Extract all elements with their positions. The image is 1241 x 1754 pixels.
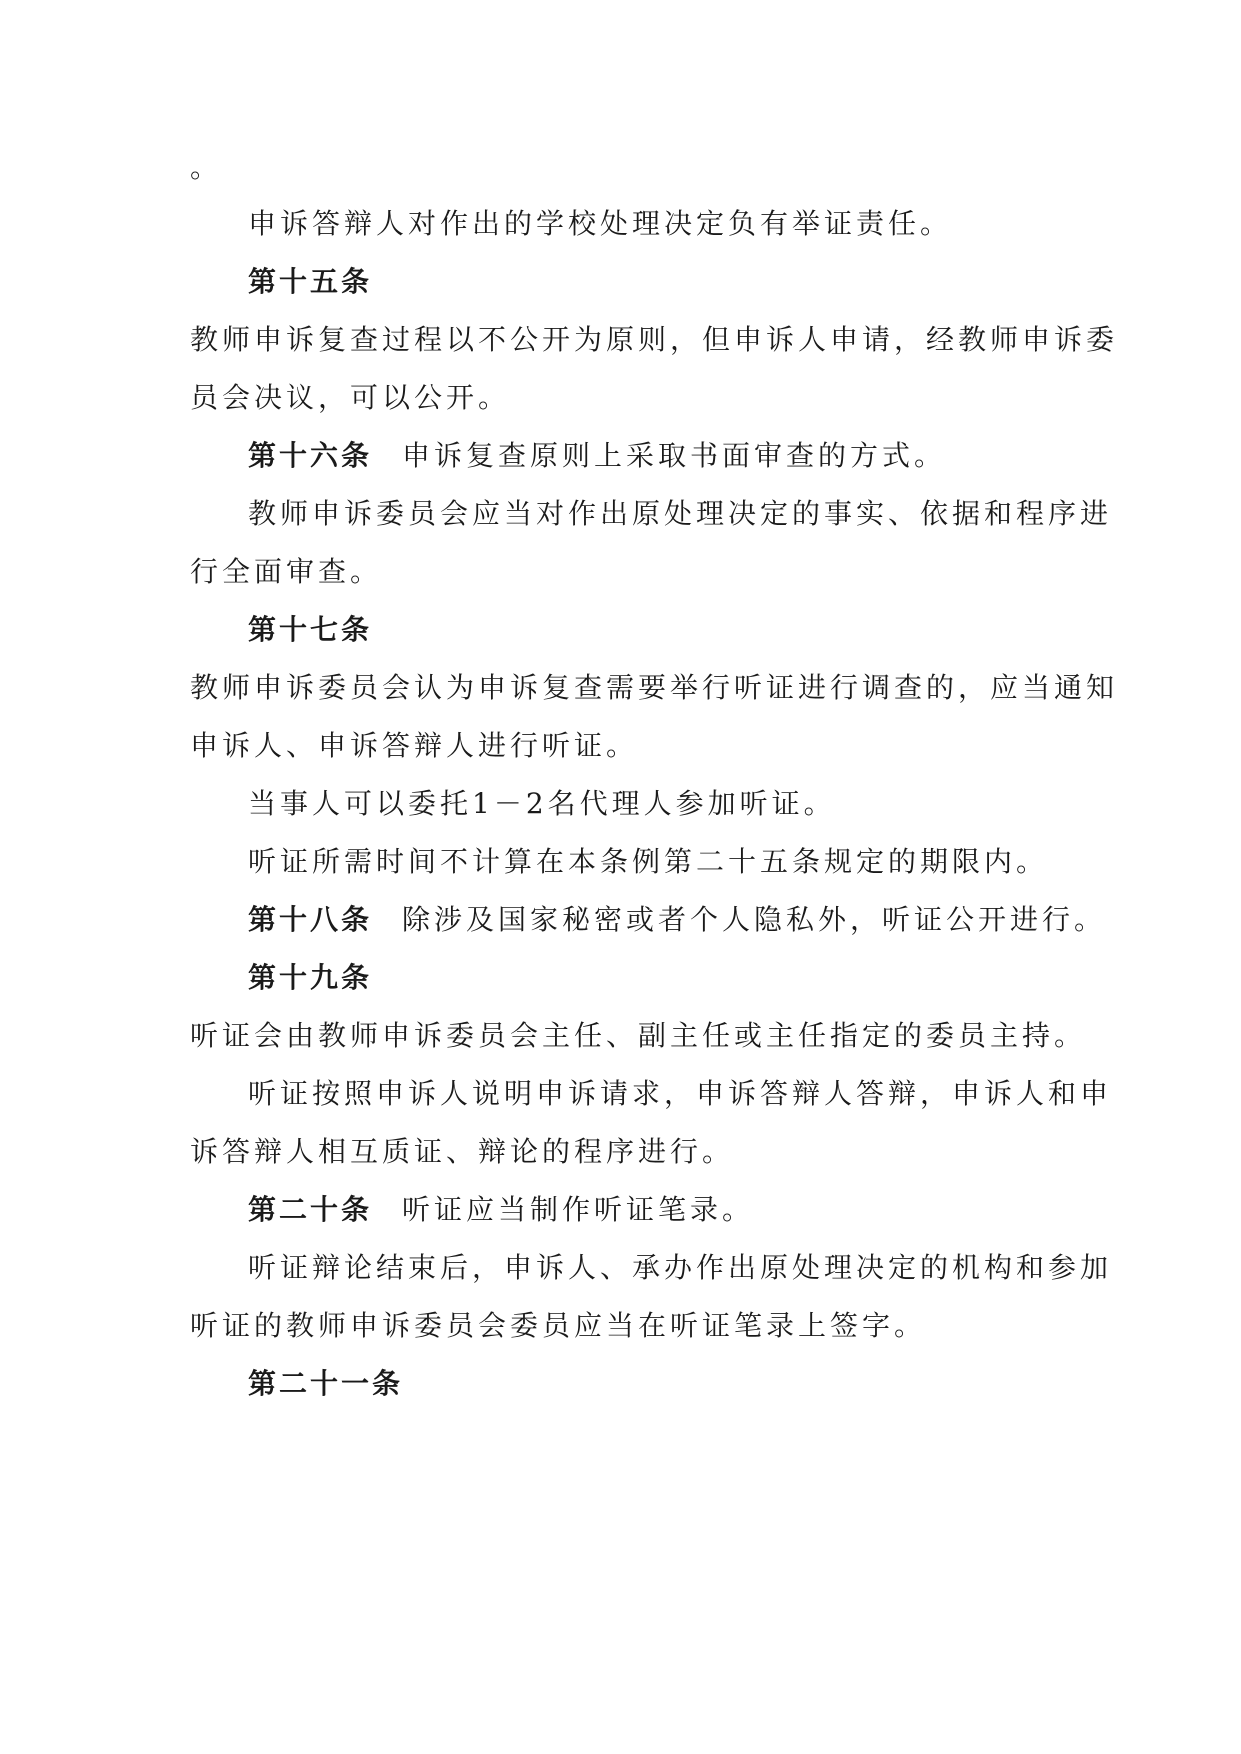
article-heading: 第十九条	[248, 961, 373, 994]
text-line: 诉答辩人相互质证、辩论的程序进行。	[190, 1135, 735, 1168]
text-line: 申诉人、申诉答辩人进行听证。	[190, 729, 639, 762]
article-line	[248, 1190, 1128, 1230]
text-line: 行全面审查。	[190, 555, 383, 588]
article-text: 听证应当制作听证笔录。	[402, 1193, 755, 1226]
article-text: 除涉及国家秘密或者个人隐私外，听证公开进行。	[402, 903, 1107, 936]
article-heading: 第十六条	[248, 439, 373, 472]
text-line: 听证辩论结束后，申诉人、承办作出原处理决定的机构和参加	[248, 1251, 1113, 1284]
text-line: 听证的教师申诉委员会委员应当在听证笔录上签字。	[190, 1309, 927, 1342]
article-heading: 第二十条	[248, 1193, 373, 1226]
text-line: 教师申诉委员会应当对作出原处理决定的事实、依据和程序进	[248, 497, 1113, 530]
text-line: 听证所需时间不计算在本条例第二十五条规定的期限内。	[248, 845, 1049, 878]
text-line: 。	[190, 151, 223, 184]
article-heading: 第十八条	[248, 903, 373, 936]
text-line: 教师申诉复查过程以不公开为原则，但申诉人申请，经教师申诉委	[190, 323, 1119, 356]
article-heading: 第二十一条	[248, 1367, 404, 1400]
text-line: 当事人可以委托1－2名代理人参加听证。	[248, 787, 836, 820]
article-text: 申诉复查原则上采取书面审查的方式。	[402, 439, 947, 472]
article-heading: 第十五条	[248, 265, 373, 298]
article-line	[248, 436, 1128, 476]
article-line	[248, 900, 1128, 940]
text-line: 听证会由教师申诉委员会主任、副主任或主任指定的委员主持。	[190, 1019, 1087, 1052]
text-line: 申诉答辩人对作出的学校处理决定负有举证责任。	[248, 207, 953, 240]
text-line: 员会决议，可以公开。	[190, 381, 511, 414]
article-heading: 第十七条	[248, 613, 373, 646]
text-line: 听证按照申诉人说明申诉请求，申诉答辩人答辩，申诉人和申	[248, 1077, 1113, 1110]
text-line: 教师申诉委员会认为申诉复查需要举行听证进行调查的，应当通知	[190, 671, 1119, 704]
